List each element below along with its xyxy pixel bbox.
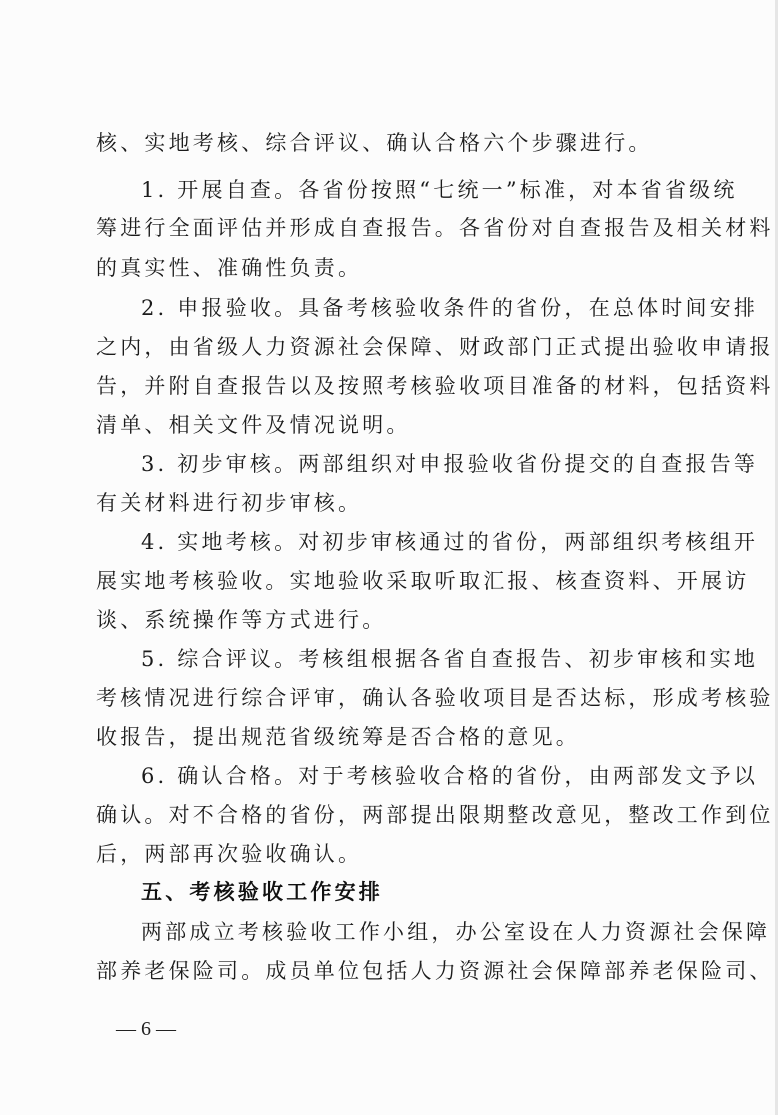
body-line: 确认。对不合格的省份，两部提出限期整改意见，整改工作到位: [96, 803, 774, 827]
body-line: 的真实性、准确性负责。: [96, 256, 363, 280]
body-line: 核、实地考核、综合评议、确认合格六个步骤进行。: [96, 131, 653, 155]
body-line: 两部成立考核验收工作小组，办公室设在人力资源社会保障: [141, 920, 771, 944]
body-line: 筹进行全面评估并形成自查报告。各省份对自查报告及相关材料: [96, 216, 774, 240]
body-line: 收报告，提出规范省级统筹是否合格的意见。: [96, 725, 580, 749]
body-line: 之内，由省级人力资源社会保障、财政部门正式提出验收申请报: [96, 335, 774, 359]
section-heading: 五、考核验收工作安排: [141, 880, 383, 904]
body-line: 展实地考核验收。实地验收采取听取汇报、核查资料、开展访: [96, 569, 750, 593]
body-line: 谈、系统操作等方式进行。: [96, 608, 387, 632]
body-line: 3. 初步审核。两部组织对申报验收省份提交的自查报告等: [141, 452, 759, 476]
body-line: 告，并附自查报告以及按照考核验收项目准备的材料，包括资料: [96, 374, 774, 398]
body-line: 1. 开展自查。各省份按照“七统一”标准，对本省省级统: [141, 178, 738, 202]
body-line: 4. 实地考核。对初步审核通过的省份，两部组织考核组开: [141, 530, 759, 554]
body-line: 部养老保险司。成员单位包括人力资源社会保障部养老保险司、: [96, 959, 774, 983]
body-line: 6. 确认合格。对于考核验收合格的省份，由两部发文予以: [141, 764, 759, 788]
body-line: 考核情况进行综合评审，确认各验收项目是否达标，形成考核验: [96, 686, 774, 710]
body-line: 5. 综合评议。考核组根据各省自查报告、初步审核和实地: [141, 647, 759, 671]
body-line: 清单、相关文件及情况说明。: [96, 413, 411, 437]
body-line: 后，两部再次验收确认。: [96, 842, 363, 866]
body-line: 2. 申报验收。具备考核验收条件的省份，在总体时间安排: [141, 296, 759, 320]
body-line: 有关材料进行初步审核。: [96, 491, 363, 515]
page-number: — 6 —: [116, 1018, 176, 1040]
